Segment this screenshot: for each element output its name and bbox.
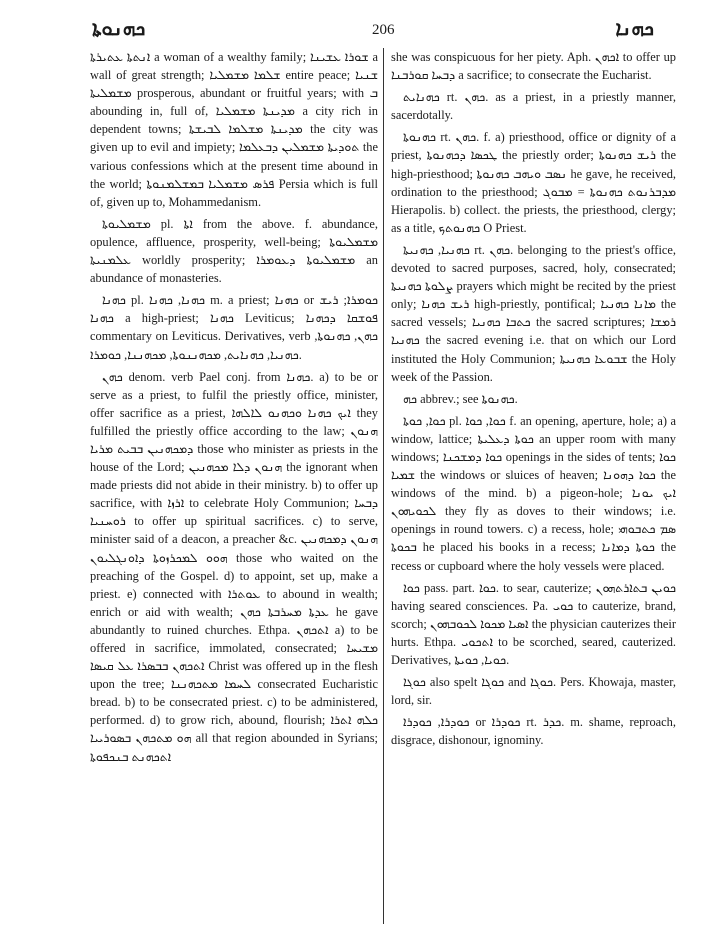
entry-paragraph: she was conspicuous for her piety. Aph. ܐܟܗܢ to offer up ܕܒܚܐ ܩܘܪܒܢܐ a sacrifice; to consecrate the Eucharist. [391,50,676,83]
column-divider [383,48,384,924]
entry-paragraph: ܟܘܓܐ also spelt ܟܘܓܐ and ܟܘܓܐ. Pers. Khowaja, master, lord, sir. [391,675,676,708]
page-number: 206 [372,22,395,38]
entry-paragraph: ܟܘܕܪܐ, ܟܘܕܪܐ or ܟܘܕܪܐ rt. ܟܕܪ. m. shame, reproach, disgrace, dishonour, ignominy. [391,715,676,748]
entry-paragraph: ܟܗܢܐܝܬ rt. ܟܗܢ. as a priest, in a priestly manner, sacerdotally. [391,90,676,123]
entry-paragraph: ܟܘܐ pass. part. ܟܘܐ. to sear, cauterize; ܟܘܝܢ ܒܬܐܪܬܗܘܢ having seared consciences. Pa. ܟܘܝ to cauterize, brand, scorch; ܐܣܝܐ ܡܟܘܐ ܠܟܘܒܗܘܢ the physician cauterizes their hurts. Ethpa. ܐܬܟܘܝ to be scorched, seared, cauterized. Derivatives, ܟܘܝܐ, ܟܘܝܬܐ. [391,580,677,667]
entry-paragraph: ܟܗܢܐ pl. ܟܗܢܐ, ܟܗܢܐ m. a priest; ܟܗܢܐ or ܟܘܡܪܐ; ܪܝܫ ܟܗܢܐ a high-priest; ܟܗܢܐ Leviticus; ܦܘܫܩܐ ܕܟܗܢܐ commentary on Leviticus. Derivatives, verb ܟܗܢ, ܟܗܢܘܬܐ, ܟܗܢܝܐ, ܟܗܢܐܝܬ, ܡܟܗܢܢܘܬܐ, ܡܟܗܢܢܐ, ܟܘܡܪܐ. [90,293,379,362]
entry-paragraph: ܟܗܢܝܐ, ܟܗܢܝܬܐ rt. ܟܗܢ. belonging to the priest's office, devoted to sacred purposes, sacred, holy, consecrated; ܨܠܘܬܐ ܟܗܢܝܬܐ prayers which might be recited by the priest only; ܪܝܫ ܟܗܢܐ high-priestly, pontifical; ܡܐܢܐ ܟܗܢܝܐ the sacred vessels; ܟܬܒܐ ܟܗܢܝܐ the sacred scriptures; ܪܡܫܐ ܟܗܢܝܐ the sacred evening i.e. that on which our Lord instituted the Holy Communion; ܫܒܘܥܐ ܟܗܢܝܬܐ the Holy week of the Passion. [391,242,676,384]
left-column [90,48,378,770]
running-head-left: ܟܗܢܘܬܐ [92,18,146,40]
entry-paragraph: ܟܗܢܘܬܐ rt. ܟܗܢ. f. a) priesthood, office or dignity of a priest, ܛܟܣܐ ܕܟܗܢܘܬܐ the priestly order; ܪܝܫ ܟܗܢܘܬܐ the high-priesthood; ܢܣܒ ܘܝܗܒ ܟܗܢܘܬܐ he gave, he received, ordination to the priesthood; ܡܕܒܪܢܘܬ ܟܗܢܘܬܐ = ܡܒܘܓ Hierapolis. b) collect. the priests, the priesthood, clergy; as a title, ܟܗܢܘܬܟ O Priest. [391,130,676,235]
page-header [92,18,654,44]
entry-paragraph: ܟܘܐ, ܟܘܬܐ pl. ܟܘܐ, ܟܘܐ f. an opening, aperture, hole; a) a window, lattice; ܟܘܬܐ ܕܥܠܝܬܐ an upper room with many windows; ܟܘܐ ܕܡܫܟܢܐ openings in the sides of tents; ܟܘܐ ܫܡܝܐ the windows or sluices of heaven; ܟܘܐ ܕܗܘܢܐ the windows of the mind. b) a pigeon-hole; ܐܝܟ ܝܘܢܐ ܠܟܘܝܗܘܢ they fly as doves to their windows; i.e. openings in round towers. c) a recess, hole; ܣܡ ܟܬܒܘܗܝ ܒܟܘܬܐ he placed his books in a recess; ܟܘܬܐ ܕܡܐܢܐ the recess or cupboard where the holy vessels were placed. [391,413,677,573]
entry-paragraph: ܐܢܬܬܐ ܥܬܝܪܬܐ a woman of a wealthy family; ܫܘܪܐ ܥܫܝܢܐ a wall of great strength; ܫܠܡܐ ܡܫܡܠܝܐ entire peace; ܫܢܝܐ ܡܫܡܠܝܬܐ prosperous, abundant or fruitful years; with ܒ abounding in, full of, ܡܕܝܢܬܐ ܡܫܡܠܝܐ a city rich in dependent towns; ܡܕܝܢܬܐ ܡܫܠܡܐ ܠܒܝܫܬܐ the city was given up to evil and impiety; ܬܘܕܝܬܐ ܡܫܡܠܝܢ ܕܒܥܠܡܐ the various confessions which at the present time abound in the world; ܦܪܣ ܡܫܡܠܝܐ ܒܡܫܠܡܢܘܬܐ Persia which is full of, given up to, Mohammedanism. [90,50,379,209]
entry-paragraph: ܡܫܡܠܝܘܬܐ pl. ܐܬܐ from the above. f. abundance, opulence, affluence, prosperity, well-being; ܡܫܡܠܝܘܬܐ ܥܠܡܢܝܬܐ worldly prosperity; ܡܫܡܠܝܘܬܐ ܕܥܘܡܪܐ an abundance of monasteries. [90,216,378,286]
entry-paragraph: ܟܗܢ denom. verb Pael conj. from ܟܗܢܐ. a) to be or serve as a priest, to fulfil the priestly office, minister, offer sacrifice as a priest, ܐܝܟ ܟܗܢܐ ܘܟܗܢܘ ܠܐܠܗܐ they fulfilled the priestly office according to the law; ܗܢܘܢ ܕܡܟܗܢܝܢ ܒܒܝܬ ܡܪܝܐ those who minister as priests in the house of the Lord; ܗܢܘܢ ܕܠܐ ܡܟܗܢܝܢ the ignorant when made priests did not abide in their ministry. b) to offer up sacrifice, with ܐܪܙܐ to celebrate Holy Communion; ܕܒܚܐ ܪܘܚܢܝܐ to offer up spiritual sacrifices. c) to serve, minister said of a deacon, a preacher &c. ܗܢܘܢ ܕܡܟܗܢܝܢ ܗܘܘ ܠܡܟܪܙܘܬܐ ܕܐܘܢܓܠܝܘܢ those who waited on the preaching of the Gospel. d) to appoint, set up, make a priest. e) connected with ܥܘܬܪܐ to abound in wealth; enrich or aid with wealth; ܥܕܬܐ ܡܚܪܒܬܐ ܟܗܢ he gave abundantly to ruined churches. Ethpa. ܐܬܟܗܢ a) to be offered in sacrifice, immolated, consecrated; ܡܫܝܚܐ ܐܬܟܗܢ ܒܒܣܪܐ ܥܠ ܩܝܣܐ Christ was offered up in the flesh upon the tree; ܠܚܡܐ ܡܬܟܗܢܢܐ consecrated Eucharistic bread. b) to be consecrated priest. c) to be administered, performed. d) to grow rich, abound, flourish; ܟܠܗ ܐܬܪܐ ܗܘ ܡܬܟܗܢ ܒܣܘܪܝܝܐ all that region abounded in Syrians; ܐܬܟܗܢܬ ܒܢܟܦܘܬܐ [90,369,379,764]
running-head-right: ܟܗܢܐ [615,18,654,40]
right-column [391,48,676,753]
entry-paragraph: ܟܗ abbrev.; see ܟܗܢܘܬܐ. [403,391,518,406]
